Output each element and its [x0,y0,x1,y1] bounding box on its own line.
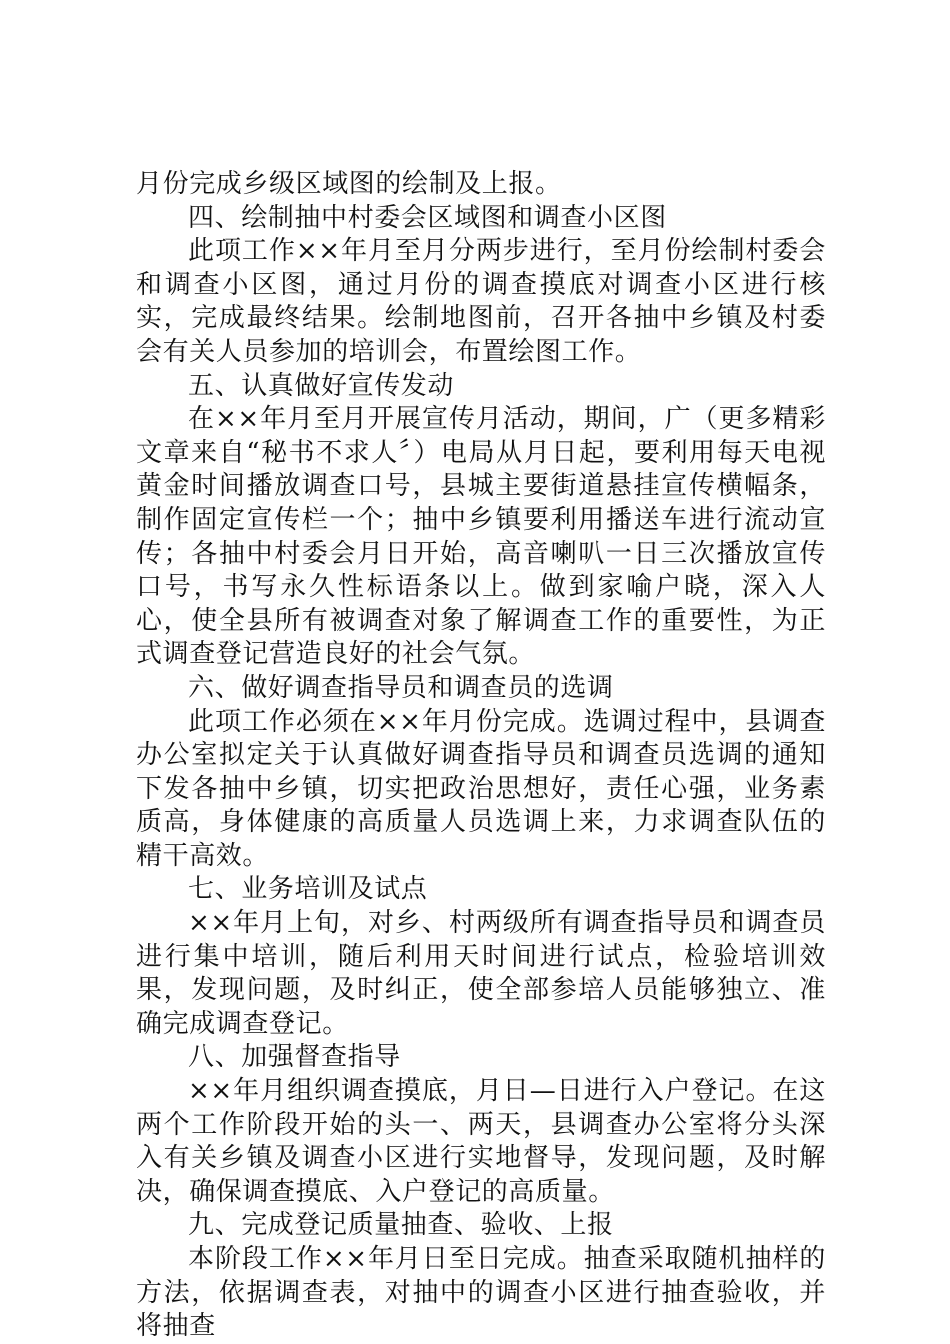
paragraph-section-9: 本阶段工作××年月日至日完成。抽查采取随机抽样的方法，依据调查表，对抽中的调查小区进行抽查验收，并将抽查 [136,1244,826,1342]
document-page [136,168,826,1344]
section-heading-5: 五、认真做好宣传发动 [188,370,455,401]
section-heading-9: 九、完成登记质量抽查、验收、上报 [188,1210,614,1241]
section-heading-8: 八、加强督查指导 [188,1042,401,1073]
paragraph-section-8: ××年月组织调查摸底，月日—日进行入户登记。在这两个工作阶段开始的头一、两天，县调查办公室将分头深入有关乡镇及调查小区进行实地督导，发现问题，及时解决，确保调查摸底、入户登记的高质量。 [136,1076,826,1207]
paragraph-section-5: 在××年月至月开展宣传月活动，期间，广（更多精彩文章来自“秘书不求人〞）电局从月日起，要利用每天电视黄金时间播放调查口号，县城主要街道悬挂宣传横幅条，制作固定宣传栏一个；抽中乡镇要利用播送车进行流动宣传；各抽中村委会月日开始，高音喇叭一日三次播放宣传口号，书写永久性标语条以上。做到家喻户晓，深入人心，使全县所有被调查对象了解调查工作的重要性，为正式调查登记营造良好的社会气氛。 [136,404,826,670]
paragraph-section-4: 此项工作××年月至月分两步进行，至月份绘制村委会和调查小区图，通过月份的调查摸底对调查小区进行核实，完成最终结果。绘制地图前，召开各抽中乡镇及村委会有关人员参加的培训会，布置绘图工作。 [136,236,826,367]
paragraph-section-6: 此项工作必须在××年月份完成。选调过程中，县调查办公室拟定关于认真做好调查指导员和调查员选调的通知下发各抽中乡镇，切实把政治思想好，责任心强，业务素质高，身体健康的高质量人员选调上来，力求调查队伍的精干高效。 [136,706,826,871]
section-heading-6: 六、做好调查指导员和调查员的选调 [188,672,614,703]
section-heading-4: 四、绘制抽中村委会区域图和调查小区图 [188,202,667,233]
section-heading-7: 七、业务培训及试点 [188,874,428,905]
paragraph-section-7: ××年月上旬，对乡、村两级所有调查指导员和调查员进行集中培训，随后利用天时间进行试点，检验培训效果，发现问题，及时纠正，使全部参培人员能够独立、准确完成调查登记。 [136,908,826,1039]
paragraph-continuation: 月份完成乡级区域图的绘制及上报。 [136,169,562,199]
